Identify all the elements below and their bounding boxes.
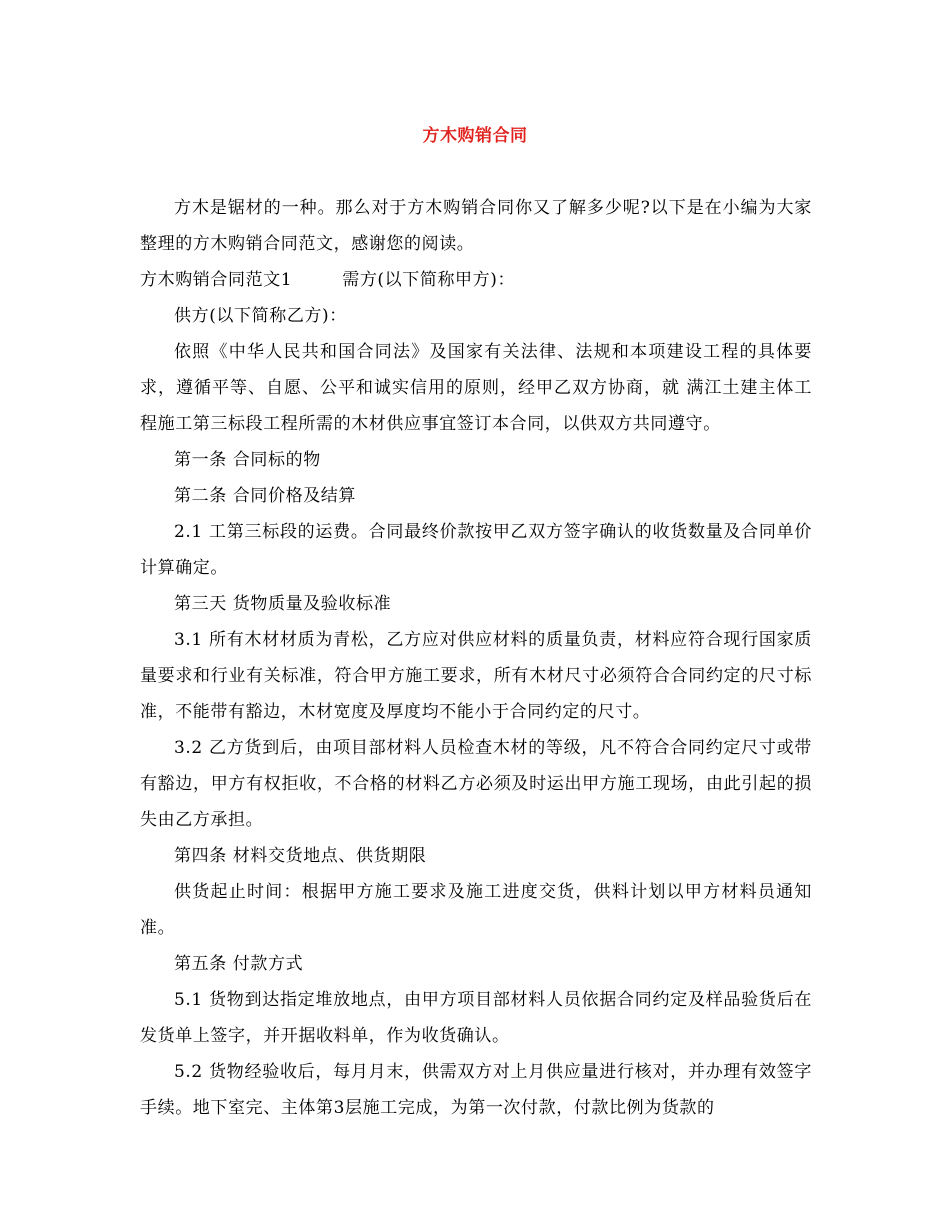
document-body — [140, 190, 812, 1126]
article-5-heading: 第五条 付款方式 — [174, 954, 304, 974]
sample-heading-line — [140, 262, 812, 298]
clause-2-1: 2.1 工第三标段的运费。合同最终价款按甲乙双方签字确认的收货数量及合同单价计算确定。 — [140, 522, 812, 578]
seller-label: 供方(以下简称乙方)： — [174, 306, 347, 326]
sample-heading: 方木购销合同范文1 — [140, 270, 293, 290]
clause-5-2: 5.2 货物经验收后，每月月末，供需双方对上月供应量进行核对，并办理有效签字手续。地下室完、主体第3层施工完成，为第一次付款，付款比例为货款的 — [140, 1062, 812, 1118]
article-4-heading: 第四条 材料交货地点、供货期限 — [174, 846, 427, 866]
clause-5-1: 5.1 货物到达指定堆放地点，由甲方项目部材料人员依据合同约定及样品验货后在发货单上签字，并开据收料单，作为收货确认。 — [140, 990, 812, 1046]
article-3-heading: 第三天 货物质量及验收标准 — [174, 594, 392, 614]
article-1-heading: 第一条 合同标的物 — [174, 450, 321, 470]
document-title: 方木购销合同 — [422, 126, 528, 146]
supply-period-paragraph: 供货起止时间：根据甲方施工要求及施工进度交货，供料计划以甲方材料员通知准。 — [140, 882, 812, 938]
preamble-paragraph: 依照《中华人民共和国合同法》及国家有关法律、法规和本项建设工程的具体要求，遵循平等、自愿、公平和诚实信用的原则，经甲乙双方协商，就 满江土建主体工程施工第三标段工程所需的木材供应事宜签订本合同，以供双方共同遵守。 — [140, 342, 812, 434]
clause-3-1: 3.1 所有木材材质为青松，乙方应对供应材料的质量负责，材料应符合现行国家质量要求和行业有关标准，符合甲方施工要求，所有木材尺寸必须符合合同约定的尺寸标准，不能带有豁边，木材宽度及厚度均不能小于合同约定的尺寸。 — [140, 630, 812, 722]
clause-3-2: 3.2 乙方货到后，由项目部材料人员检查木材的等级，凡不符合合同约定尺寸或带有豁边，甲方有权拒收，不合格的材料乙方必须及时运出甲方施工现场，由此引起的损失由乙方承担。 — [140, 738, 812, 830]
buyer-label: 需方(以下简称甲方)： — [342, 270, 516, 290]
intro-paragraph: 方木是锯材的一种。那么对于方木购销合同你又了解多少呢?以下是在小编为大家整理的方木购销合同范文，感谢您的阅读。 — [140, 198, 812, 254]
article-2-heading: 第二条 合同价格及结算 — [174, 486, 357, 506]
